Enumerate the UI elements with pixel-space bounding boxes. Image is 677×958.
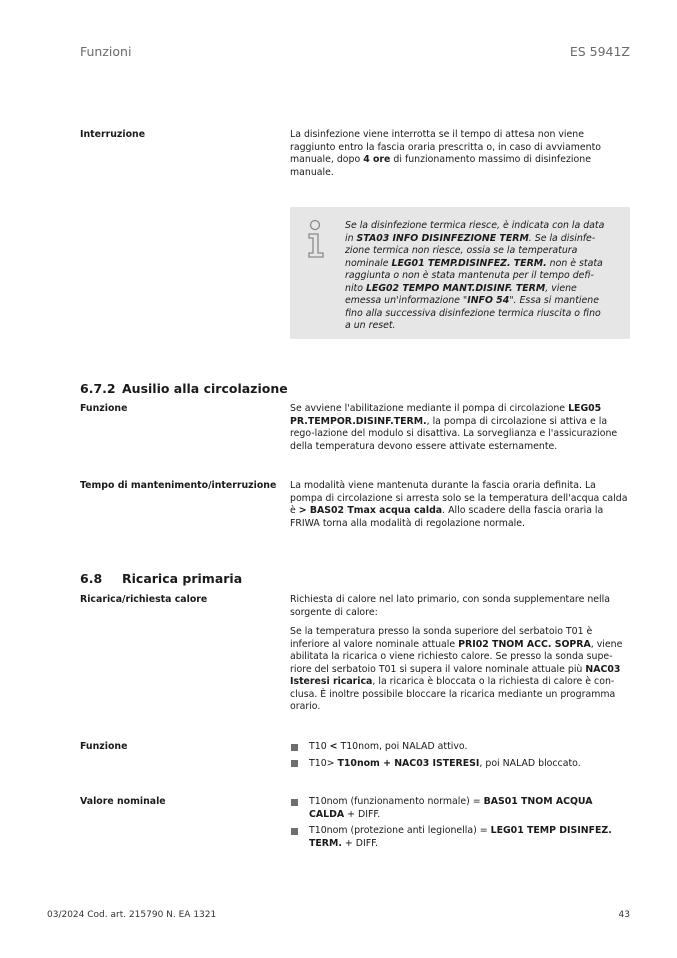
tempo-text: La modalità viene mantenuta durante la fascia oraria definita. La pompa di circolazione si arresta solo se la temperatura dell'acqua calda è > BAS02 Tmax acqua calda. Allo scadere della fascia oraria la FRIWA torna alla modalità di regolazione normale.	[290, 480, 628, 529]
list-item: T10 < T10nom, poi NALAD attivo.	[290, 741, 630, 754]
funzione-68-list	[290, 741, 630, 770]
page-number: 43	[618, 910, 630, 920]
bullet-square-icon	[291, 760, 298, 767]
funzione-68-label: Funzione	[80, 741, 128, 752]
valore-list	[290, 796, 630, 850]
interruzione-label: Interruzione	[80, 129, 146, 140]
bullet-square-icon	[291, 744, 298, 751]
ricarica-paragraph-2: Se la temperatura presso la sonda superiore del serbatoio T01 è inferiore al valore nominale attuale PRI02 TNOM ACC. SOPRA, viene abilitata la ricarica o viene richiesto calore. Se presso la sonda supe-riore del serbatoio T01 si supera il valore nominale attuale più NAC03 Isteresi ricarica, la ricarica è bloccata o la richiesta di calore è con-clusa. È inoltre possibile bloccare la ricarica mediante un programma orario.	[290, 626, 623, 712]
header-doc-code: ES 5941Z	[569, 44, 630, 59]
list-item: T10nom (funzionamento normale) = BAS01 TNOM ACQUA CALDA + DIFF.	[290, 796, 630, 821]
interruzione-text: La disinfezione viene interrotta se il tempo di attesa non viene raggiunto entro la fascia oraria prescritta o, in caso di avviamento manuale, dopo 4 ore di funzionamento massimo di disinfezione manuale.	[290, 129, 602, 178]
bullet-square-icon	[291, 799, 298, 806]
info-note	[290, 207, 630, 339]
section-number: 6.8	[80, 571, 103, 586]
ricarica-label: Ricarica/richiesta calore	[80, 594, 208, 605]
tempo-label: Tempo di mantenimento/interruzione	[80, 480, 277, 491]
footer-doc-info: 03/2024 Cod. art. 215790 N. EA 1321	[47, 910, 217, 920]
info-icon	[306, 219, 328, 259]
section-title: Ausilio alla circolazione	[122, 381, 288, 396]
list-item: T10nom (protezione anti legionella) = LEG01 TEMP DISINFEZ. TERM. + DIFF.	[290, 825, 630, 850]
funzione-label: Funzione	[80, 403, 128, 414]
section-heading-672	[80, 381, 288, 396]
section-number: 6.7.2	[80, 381, 116, 396]
info-note-text: Se la disinfezione termica riesce, è indicata con la data in STA03 INFO DISINFEZIONE TERM. Se la disinfe-zione termica non riesce, ossia se la temperatura nominale LEG01 TEMP.DISINFEZ. TERM. non è stata raggiunta o non è stata mantenuta per il tempo defi-nito LEG02 TEMPO MANT.DISINF. TERM, viene emessa un'informazione "INFO 54". Essa si mantiene fino alla successiva disinfezione termica riuscita o fino a un reset.	[345, 220, 605, 331]
section-title: Ricarica primaria	[122, 571, 243, 586]
ricarica-paragraph-1: Richiesta di calore nel lato primario, con sonda supplementare nella sorgente di calore:	[290, 594, 610, 618]
ricarica-text	[290, 594, 630, 714]
valore-label: Valore nominale	[80, 796, 166, 807]
funzione-text: Se avviene l'abilitazione mediante il pompa di circolazione LEG05 PR.TEMPOR.DISINF.TERM., la pompa di circolazione si attiva e la rego-lazione del modulo si disattiva. La sorveglianza e l'assicurazione della temperatura devono essere attivate esternamente.	[290, 403, 618, 452]
header-section-title: Funzioni	[80, 44, 132, 59]
list-item: T10> T10nom + NAC03 ISTERESI, poi NALAD bloccato.	[290, 758, 630, 771]
section-heading-68	[80, 571, 242, 586]
bullet-square-icon	[291, 828, 298, 835]
